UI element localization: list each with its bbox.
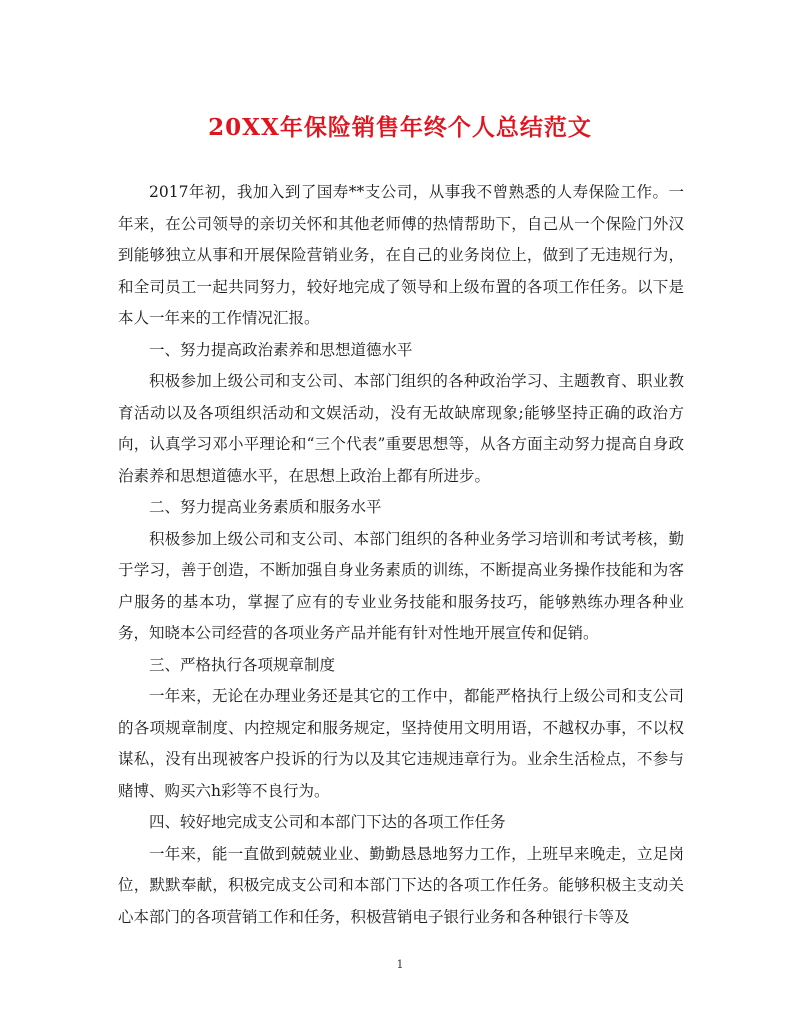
section-heading-4: 四、较好地完成支公司和本部门下达的各项工作任务 (149, 813, 506, 831)
intro-paragraph: 2017年初，我加入到了国寿**支公司，从事我不曾熟悉的人寿保险工作。一年来，在公司领导的亲切关怀和其他老师傅的热情帮助下，自己从一个保险门外汉到能够独立从事和开展保险营销业务，在自己的业务岗位上，做到了无违规行为，和全司员工一起共同努力，较好地完成了领导和上级布置的各项工作任务。以下是本人一年来的工作情况汇报。 (118, 183, 684, 327)
page-number: 1 (396, 958, 404, 971)
section-heading-2: 二、努力提高业务素质和服务水平 (149, 498, 382, 516)
section-paragraph-2: 积极参加上级公司和支公司、本部门组织的各种业务学习培训和考试考核，勤于学习，善于创造，不断加强自身业务素质的训练，不断提高业务操作技能和为客户服务的基本功，掌握了应有的专业业务技能和服务技巧，能够熟练办理各种业务，知晓本公司经营的各项业务产品并能有针对性地开展宣传和促销。 (118, 529, 684, 642)
document-title: 20XX年保险销售年终个人总结范文 (208, 114, 592, 141)
section-paragraph-1: 积极参加上级公司和支公司、本部门组织的各种政治学习、主题教育、职业教育活动以及各项组织活动和文娱活动，没有无故缺席现象;能够坚持正确的政治方向，认真学习邓小平理论和“三个代表”重要思想等，从各方面主动努力提高自身政治素养和思想道德水平，在思想上政治上都有所进步。 (118, 372, 684, 485)
section-paragraph-3: 一年来，无论在办理业务还是其它的工作中，都能严格执行上级公司和支公司的各项规章制度、内控规定和服务规定，坚持使用文明用语，不越权办事，不以权谋私，没有出现被客户投诉的行为以及其它违规违章行为。业余生活检点，不参与赌博、购买六h彩等不良行为。 (118, 687, 684, 800)
document-body (118, 177, 684, 933)
section-heading-3: 三、严格执行各项规章制度 (149, 655, 336, 674)
section-heading-1: 一、努力提高政治素养和思想道德水平 (149, 340, 413, 359)
section-paragraph-4: 一年来，能一直做到兢兢业业、勤勤恳恳地努力工作，上班早来晚走，立足岗位，默默奉献，积极完成支公司和本部门下达的各项工作任务。能够积极主支动关心本部门的各项营销工作和任务，积极营销电子银行业务和各种银行卡等及 (118, 844, 684, 926)
